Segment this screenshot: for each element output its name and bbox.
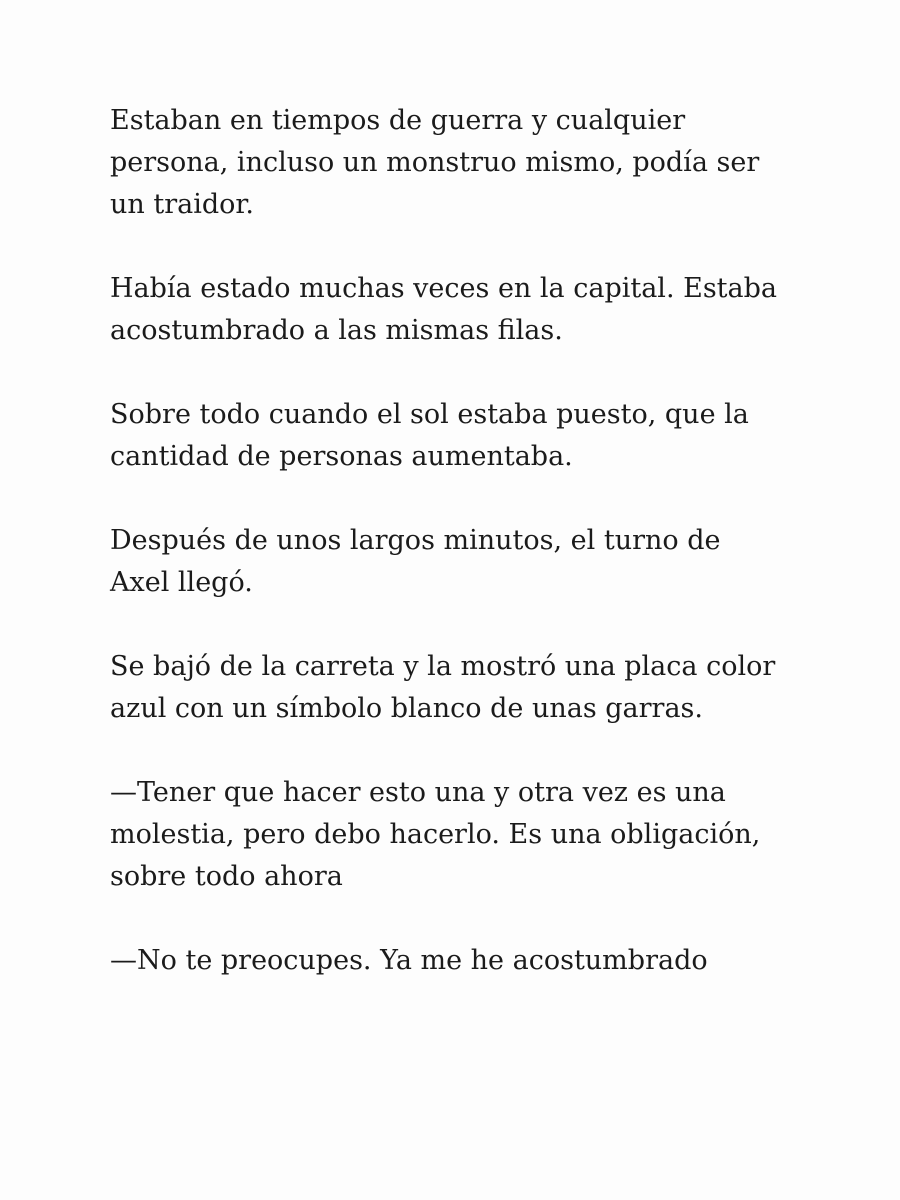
paragraph xyxy=(110,520,810,604)
text-line: Se bajó de la carreta y la mostró una placa color xyxy=(110,651,776,682)
text-line: —Tener que hacer esto una y otra vez es una xyxy=(110,777,726,808)
paragraph xyxy=(110,100,810,226)
paragraph xyxy=(110,646,810,730)
paragraph xyxy=(110,394,810,478)
text-line: un traidor. xyxy=(110,189,254,220)
paragraph xyxy=(110,268,810,352)
text-line: cantidad de personas aumentaba. xyxy=(110,441,573,472)
paragraph xyxy=(110,772,810,898)
text-line: acostumbrado a las mismas filas. xyxy=(110,315,563,346)
text-line: Había estado muchas veces en la capital. Estaba xyxy=(110,273,777,304)
text-line: Después de unos largos minutos, el turno de xyxy=(110,525,721,556)
page-text xyxy=(110,100,810,1024)
text-line: —No te preocupes. Ya me he acostumbrado xyxy=(110,945,708,976)
text-line: Axel llegó. xyxy=(110,567,253,598)
text-line: sobre todo ahora xyxy=(110,861,343,892)
text-line: persona, incluso un monstruo mismo, podía ser xyxy=(110,147,760,178)
text-line: azul con un símbolo blanco de unas garras. xyxy=(110,693,703,724)
text-line: Sobre todo cuando el sol estaba puesto, que la xyxy=(110,399,749,430)
text-line: molestia, pero debo hacerlo. Es una obligación, xyxy=(110,819,761,850)
text-line: Estaban en tiempos de guerra y cualquier xyxy=(110,105,686,136)
paragraph xyxy=(110,940,810,982)
